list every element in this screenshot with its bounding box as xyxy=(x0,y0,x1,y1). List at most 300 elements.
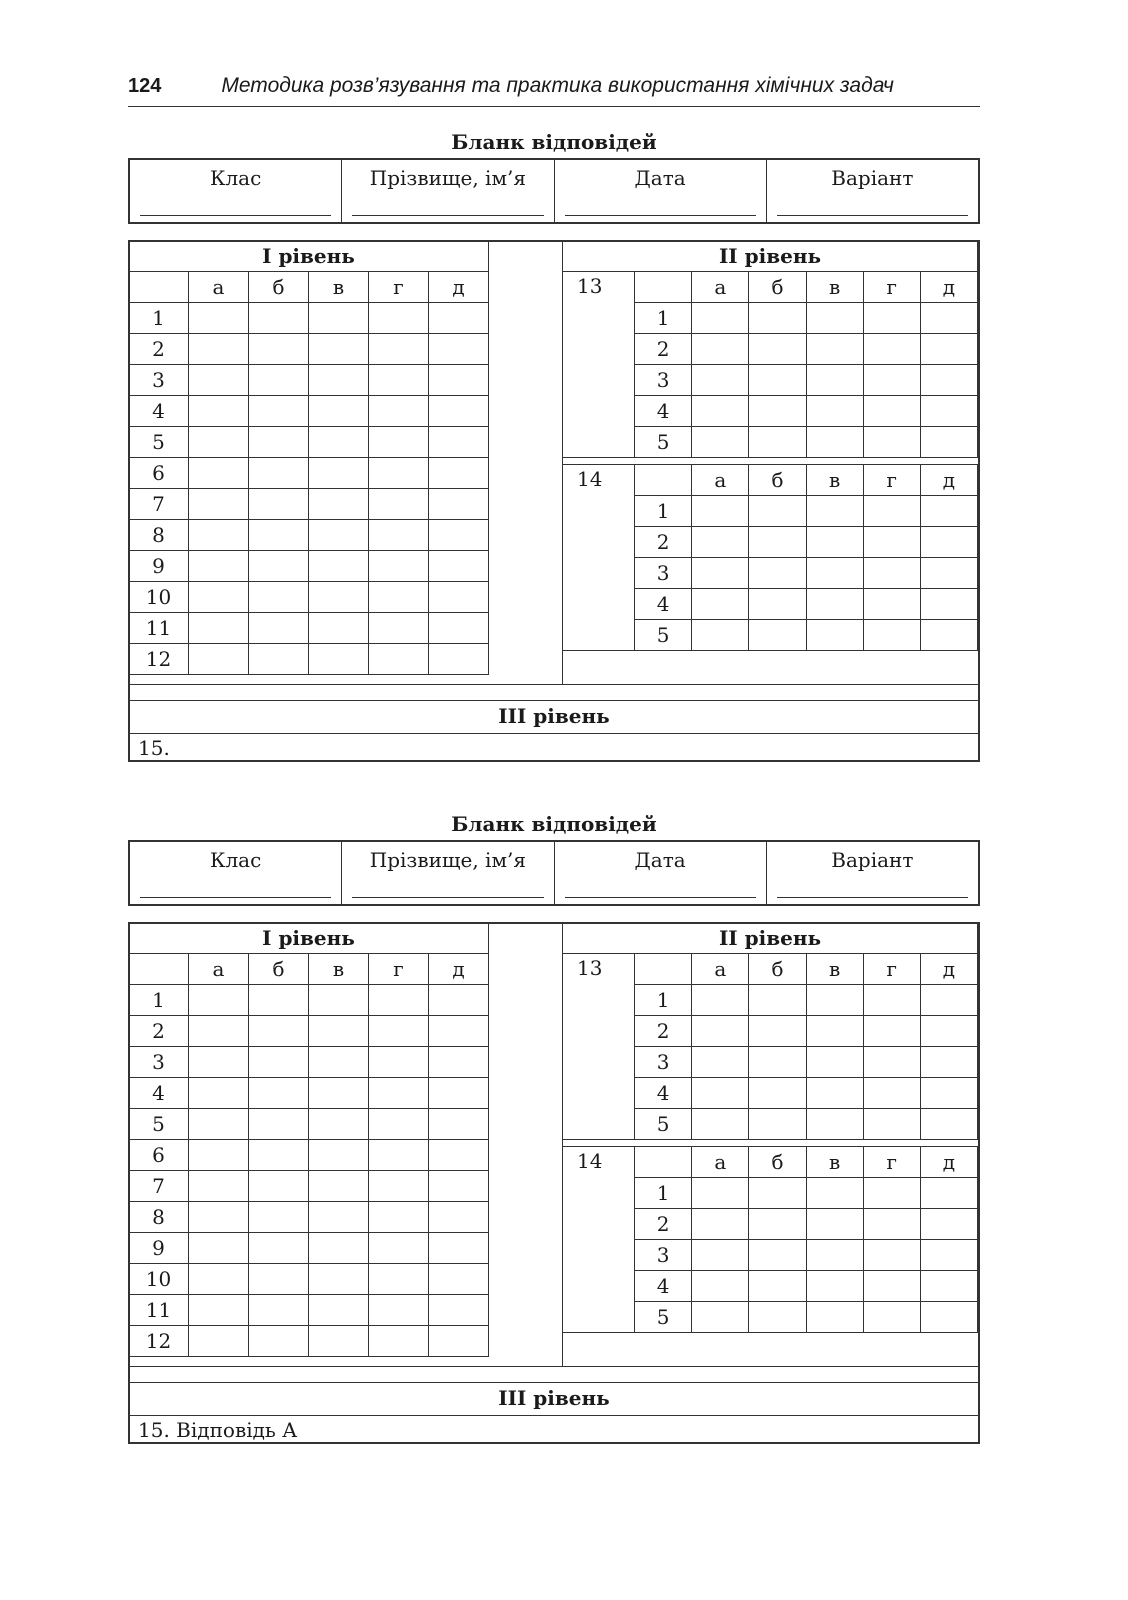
answer-cell[interactable] xyxy=(692,303,749,334)
answer-cell[interactable] xyxy=(749,365,806,396)
answer-cell[interactable] xyxy=(189,644,249,675)
answer-cell[interactable] xyxy=(863,1047,920,1078)
answer-cell[interactable] xyxy=(429,303,489,334)
answer-cell[interactable] xyxy=(249,334,309,365)
answer-cell[interactable] xyxy=(863,1178,920,1209)
answer-cell[interactable] xyxy=(369,1109,429,1140)
corner-cell xyxy=(634,465,691,496)
field-class[interactable] xyxy=(130,160,342,222)
column-header: а xyxy=(692,272,749,303)
answer-cell[interactable] xyxy=(920,365,977,396)
answer-cell[interactable] xyxy=(249,1140,309,1171)
answer-cell[interactable] xyxy=(369,334,429,365)
answer-cell[interactable] xyxy=(189,1202,249,1233)
row-number: 1 xyxy=(634,1178,691,1209)
answer-cell[interactable] xyxy=(309,582,369,613)
row-number: 2 xyxy=(634,1209,691,1240)
answer-cell[interactable] xyxy=(369,489,429,520)
answer-cell[interactable] xyxy=(189,1047,249,1078)
answer-cell[interactable] xyxy=(249,582,309,613)
table-row xyxy=(129,551,489,582)
field-date[interactable] xyxy=(555,842,767,904)
answer-cell[interactable] xyxy=(920,1271,977,1302)
row-number: 3 xyxy=(129,365,189,396)
field-label: Варіант xyxy=(831,848,914,872)
answer-cell[interactable] xyxy=(429,520,489,551)
answer-cell[interactable] xyxy=(429,334,489,365)
row-number: 4 xyxy=(634,1078,691,1109)
answer-cell[interactable] xyxy=(806,303,863,334)
answer-cell[interactable] xyxy=(309,551,369,582)
answer-cell[interactable] xyxy=(369,1326,429,1357)
answer-cell[interactable] xyxy=(189,427,249,458)
column-header: д xyxy=(920,1147,977,1178)
answer-cell[interactable] xyxy=(749,620,806,651)
column-header: б xyxy=(749,954,806,985)
answer-cell[interactable] xyxy=(309,1140,369,1171)
task-number: 14 xyxy=(563,465,635,651)
answer-cell[interactable] xyxy=(309,396,369,427)
answer-cell[interactable] xyxy=(863,1271,920,1302)
answer-cell[interactable] xyxy=(249,520,309,551)
answer-cell[interactable] xyxy=(429,1047,489,1078)
answer-cell[interactable] xyxy=(920,985,977,1016)
answer-cell[interactable] xyxy=(309,1109,369,1140)
answer-cell[interactable] xyxy=(806,396,863,427)
answer-cell[interactable] xyxy=(309,458,369,489)
answer-cell[interactable] xyxy=(429,985,489,1016)
column-header: а xyxy=(189,954,249,985)
answer-cell[interactable] xyxy=(920,589,977,620)
answer-cell[interactable] xyxy=(369,427,429,458)
answer-cell[interactable] xyxy=(309,644,369,675)
level2-title-cell: ІІ рівень xyxy=(563,923,978,954)
answer-cell[interactable] xyxy=(920,558,977,589)
answer-cell[interactable] xyxy=(920,527,977,558)
table-row xyxy=(129,1047,489,1078)
answer-cell[interactable] xyxy=(369,582,429,613)
answer-cell[interactable] xyxy=(369,551,429,582)
answer-cell[interactable] xyxy=(806,589,863,620)
answer-cell[interactable] xyxy=(369,1264,429,1295)
answer-cell[interactable] xyxy=(692,1302,749,1333)
answer-cell[interactable] xyxy=(249,644,309,675)
field-variant[interactable] xyxy=(767,160,978,222)
answer-cell[interactable] xyxy=(920,1302,977,1333)
row-number: 2 xyxy=(129,334,189,365)
answer-cell[interactable] xyxy=(749,558,806,589)
answer-cell[interactable] xyxy=(749,334,806,365)
answer-cell[interactable] xyxy=(429,1140,489,1171)
answer-cell[interactable] xyxy=(189,1109,249,1140)
answer-cell[interactable] xyxy=(749,527,806,558)
answer-cell[interactable] xyxy=(692,1047,749,1078)
answer-cell[interactable] xyxy=(189,334,249,365)
answer-cell[interactable] xyxy=(920,1209,977,1240)
column-header: г xyxy=(863,954,920,985)
answer-cell[interactable] xyxy=(309,489,369,520)
answer-cell[interactable] xyxy=(749,396,806,427)
answer-cell[interactable] xyxy=(369,1140,429,1171)
answer-grid xyxy=(128,240,980,762)
row-number: 3 xyxy=(634,1047,691,1078)
answer-cell[interactable] xyxy=(429,1078,489,1109)
answer-cell[interactable] xyxy=(692,365,749,396)
table-row xyxy=(129,489,489,520)
row-number: 2 xyxy=(634,1016,691,1047)
answer-cell[interactable] xyxy=(749,1240,806,1271)
answer-cell[interactable] xyxy=(189,582,249,613)
column-header: а xyxy=(692,1147,749,1178)
level2-task13-table xyxy=(562,240,978,458)
field-class[interactable] xyxy=(130,842,342,904)
answer-cell[interactable] xyxy=(863,1078,920,1109)
answer-cell[interactable] xyxy=(806,620,863,651)
answer-cell[interactable] xyxy=(429,365,489,396)
field-label: Прізвище, ім’я xyxy=(369,166,526,190)
answer-cell[interactable] xyxy=(249,1078,309,1109)
answer-cell[interactable] xyxy=(189,520,249,551)
answer-cell[interactable] xyxy=(692,496,749,527)
level1-table xyxy=(128,922,489,1357)
answer-cell[interactable] xyxy=(369,1171,429,1202)
answer-cell[interactable] xyxy=(249,1047,309,1078)
answer-cell[interactable] xyxy=(189,1326,249,1357)
answer-cell[interactable] xyxy=(429,1171,489,1202)
answer-cell[interactable] xyxy=(749,985,806,1016)
column-header: д xyxy=(920,954,977,985)
answer-cell[interactable] xyxy=(863,985,920,1016)
row-number: 1 xyxy=(129,985,189,1016)
answer-cell[interactable] xyxy=(189,1171,249,1202)
level1-title-cell: І рівень xyxy=(129,241,489,272)
answer-cell[interactable] xyxy=(309,1047,369,1078)
answer-cell[interactable] xyxy=(369,1016,429,1047)
answer-cell[interactable] xyxy=(749,1047,806,1078)
answer-cell[interactable] xyxy=(749,496,806,527)
column-header: в xyxy=(806,954,863,985)
answer-cell[interactable] xyxy=(249,551,309,582)
answer-cell[interactable] xyxy=(249,985,309,1016)
answer-cell[interactable] xyxy=(920,303,977,334)
answer-cell[interactable] xyxy=(429,1326,489,1357)
answer-cell[interactable] xyxy=(429,582,489,613)
table-row xyxy=(129,1140,489,1171)
answer-cell[interactable] xyxy=(863,303,920,334)
answer-cell[interactable] xyxy=(806,1302,863,1333)
answer-cell[interactable] xyxy=(369,644,429,675)
answer-cell[interactable] xyxy=(189,1233,249,1264)
answer-cell[interactable] xyxy=(863,334,920,365)
answer-cell[interactable] xyxy=(806,1209,863,1240)
answer-cell[interactable] xyxy=(806,558,863,589)
answer-cell[interactable] xyxy=(369,1047,429,1078)
answer-cell[interactable] xyxy=(249,1202,309,1233)
answer-cell[interactable] xyxy=(189,458,249,489)
answer-cell[interactable] xyxy=(309,1295,369,1326)
answer-cell[interactable] xyxy=(249,613,309,644)
answer-cell[interactable] xyxy=(692,334,749,365)
answer-cell[interactable] xyxy=(692,1240,749,1271)
row-number: 1 xyxy=(634,985,691,1016)
answer-cell[interactable] xyxy=(429,613,489,644)
column-header: в xyxy=(309,954,369,985)
answer-cell[interactable] xyxy=(429,644,489,675)
answer-cell[interactable] xyxy=(692,1078,749,1109)
level3-gap xyxy=(130,684,978,701)
answer-cell[interactable] xyxy=(692,620,749,651)
answer-cell[interactable] xyxy=(369,985,429,1016)
table-row xyxy=(129,1171,489,1202)
answer-cell[interactable] xyxy=(369,1078,429,1109)
corner-cell xyxy=(634,1147,691,1178)
row-number: 4 xyxy=(129,396,189,427)
level2-separator xyxy=(562,432,982,462)
answer-cell[interactable] xyxy=(863,496,920,527)
column-header: а xyxy=(692,465,749,496)
answer-cell[interactable] xyxy=(309,334,369,365)
answer-cell[interactable] xyxy=(863,1240,920,1271)
answer-cell[interactable] xyxy=(189,1016,249,1047)
table-row xyxy=(129,1016,489,1047)
row-number: 3 xyxy=(129,1047,189,1078)
answer-cell[interactable] xyxy=(309,1264,369,1295)
answer-cell[interactable] xyxy=(692,1016,749,1047)
row-number: 11 xyxy=(129,613,189,644)
answer-cell[interactable] xyxy=(749,1209,806,1240)
answer-cell[interactable] xyxy=(429,1233,489,1264)
form-title: Бланк відповідей xyxy=(451,130,657,154)
answer-cell[interactable] xyxy=(863,558,920,589)
answer-cell[interactable] xyxy=(309,1233,369,1264)
column-header: д xyxy=(429,272,489,303)
answer-cell[interactable] xyxy=(309,520,369,551)
level2-task13-table xyxy=(562,922,978,1140)
answer-cell[interactable] xyxy=(189,303,249,334)
answer-cell[interactable] xyxy=(309,303,369,334)
answer-cell[interactable] xyxy=(249,458,309,489)
answer-cell[interactable] xyxy=(920,1078,977,1109)
answer-cell[interactable] xyxy=(429,551,489,582)
answer-cell[interactable] xyxy=(749,589,806,620)
answer-cell[interactable] xyxy=(806,496,863,527)
answer-cell[interactable] xyxy=(249,1295,309,1326)
answer-cell[interactable] xyxy=(249,1264,309,1295)
answer-cell[interactable] xyxy=(749,1271,806,1302)
answer-cell[interactable] xyxy=(309,1016,369,1047)
answer-cell[interactable] xyxy=(369,365,429,396)
row-number: 11 xyxy=(129,1295,189,1326)
answer-cell[interactable] xyxy=(249,427,309,458)
answer-cell[interactable] xyxy=(920,334,977,365)
answer-cell[interactable] xyxy=(189,1140,249,1171)
answer-cell[interactable] xyxy=(920,1178,977,1209)
row-number: 5 xyxy=(634,1109,691,1140)
level1-table xyxy=(128,240,489,675)
answer-cell[interactable] xyxy=(806,527,863,558)
answer-cell[interactable] xyxy=(369,1202,429,1233)
answer-cell[interactable] xyxy=(429,1202,489,1233)
column-header: б xyxy=(249,272,309,303)
row-number: 9 xyxy=(129,551,189,582)
row-number: 12 xyxy=(129,1326,189,1357)
answer-cell[interactable] xyxy=(309,1326,369,1357)
answer-cell[interactable] xyxy=(249,1016,309,1047)
field-name[interactable] xyxy=(342,160,554,222)
answer-cell[interactable] xyxy=(863,527,920,558)
corner-cell xyxy=(634,272,691,303)
answer-cell[interactable] xyxy=(806,985,863,1016)
column-header: д xyxy=(429,954,489,985)
answer-cell[interactable] xyxy=(249,1109,309,1140)
field-name[interactable] xyxy=(342,842,554,904)
answer-cell[interactable] xyxy=(369,1233,429,1264)
answer-cell[interactable] xyxy=(806,365,863,396)
answer-cell[interactable] xyxy=(692,1178,749,1209)
table-row xyxy=(129,613,489,644)
answer-cell[interactable] xyxy=(189,613,249,644)
answer-cell[interactable] xyxy=(920,1047,977,1078)
answer-cell[interactable] xyxy=(863,1209,920,1240)
level3-gap xyxy=(130,1366,978,1383)
answer-cell[interactable] xyxy=(429,1295,489,1326)
answer-cell[interactable] xyxy=(189,551,249,582)
answer-cell[interactable] xyxy=(806,1078,863,1109)
row-number: 4 xyxy=(129,1078,189,1109)
answer-cell[interactable] xyxy=(369,613,429,644)
column-header: в xyxy=(309,272,369,303)
column-header: в xyxy=(806,1147,863,1178)
table-row xyxy=(129,365,489,396)
answer-cell[interactable] xyxy=(863,1302,920,1333)
answer-cell[interactable] xyxy=(806,1016,863,1047)
answer-cell[interactable] xyxy=(806,1240,863,1271)
table-row xyxy=(129,985,489,1016)
row-number: 8 xyxy=(129,520,189,551)
answer-cell[interactable] xyxy=(429,1109,489,1140)
answer-cell[interactable] xyxy=(692,558,749,589)
answer-cell[interactable] xyxy=(749,1302,806,1333)
answer-cell[interactable] xyxy=(309,1202,369,1233)
answer-cell[interactable] xyxy=(806,1178,863,1209)
row-number: 5 xyxy=(634,1302,691,1333)
answer-cell[interactable] xyxy=(920,620,977,651)
answer-cell[interactable] xyxy=(189,1078,249,1109)
column-header: г xyxy=(863,465,920,496)
answer-cell[interactable] xyxy=(309,427,369,458)
answer-cell[interactable] xyxy=(309,1171,369,1202)
answer-cell[interactable] xyxy=(249,1326,309,1357)
answer-cell[interactable] xyxy=(369,520,429,551)
answer-cell[interactable] xyxy=(249,1233,309,1264)
answer-cell[interactable] xyxy=(920,1240,977,1271)
table-row xyxy=(129,1078,489,1109)
answer-cell[interactable] xyxy=(189,396,249,427)
answer-cell[interactable] xyxy=(806,334,863,365)
table-row xyxy=(129,1264,489,1295)
answer-cell[interactable] xyxy=(429,489,489,520)
table-row xyxy=(129,520,489,551)
corner-cell xyxy=(129,272,189,303)
answer-cell[interactable] xyxy=(429,458,489,489)
field-date[interactable] xyxy=(555,160,767,222)
answer-cell[interactable] xyxy=(309,613,369,644)
answer-cell[interactable] xyxy=(692,589,749,620)
answer-cell[interactable] xyxy=(189,1264,249,1295)
answer-cell[interactable] xyxy=(806,1271,863,1302)
answer-cell[interactable] xyxy=(309,1078,369,1109)
row-number: 2 xyxy=(634,334,691,365)
answer-cell[interactable] xyxy=(692,985,749,1016)
task-number: 13 xyxy=(563,272,635,458)
answer-cell[interactable] xyxy=(369,396,429,427)
answer-cell[interactable] xyxy=(189,1295,249,1326)
answer-cell[interactable] xyxy=(429,427,489,458)
row-number: 8 xyxy=(129,1202,189,1233)
answer-cell[interactable] xyxy=(249,1171,309,1202)
answer-cell[interactable] xyxy=(369,303,429,334)
table-row xyxy=(129,458,489,489)
answer-cell[interactable] xyxy=(749,1178,806,1209)
answer-cell[interactable] xyxy=(429,1016,489,1047)
field-label: Клас xyxy=(209,166,262,190)
column-header: а xyxy=(692,954,749,985)
field-label: Дата xyxy=(634,166,686,190)
answer-cell[interactable] xyxy=(249,303,309,334)
answer-cell[interactable] xyxy=(863,365,920,396)
corner-cell xyxy=(634,954,691,985)
answer-cell[interactable] xyxy=(920,1016,977,1047)
answer-cell[interactable] xyxy=(863,1016,920,1047)
answer-cell[interactable] xyxy=(369,458,429,489)
answer-cell[interactable] xyxy=(692,527,749,558)
answer-cell[interactable] xyxy=(692,1271,749,1302)
answer-cell[interactable] xyxy=(749,1016,806,1047)
answer-cell[interactable] xyxy=(749,303,806,334)
row-number: 5 xyxy=(129,1109,189,1140)
column-header: д xyxy=(920,272,977,303)
answer-cell[interactable] xyxy=(920,396,977,427)
answer-cell[interactable] xyxy=(309,365,369,396)
answer-cell[interactable] xyxy=(249,489,309,520)
answer-cell[interactable] xyxy=(429,396,489,427)
answer-cell[interactable] xyxy=(189,489,249,520)
answer-cell[interactable] xyxy=(309,985,369,1016)
answer-cell[interactable] xyxy=(249,396,309,427)
level3-answer[interactable]: 15. xyxy=(138,736,170,760)
answer-cell[interactable] xyxy=(806,1047,863,1078)
level3-answer[interactable]: 15. Відповідь А xyxy=(138,1418,298,1442)
table-row xyxy=(129,644,489,675)
answer-cell[interactable] xyxy=(369,1295,429,1326)
answer-cell[interactable] xyxy=(863,396,920,427)
row-number: 1 xyxy=(634,303,691,334)
answer-cell[interactable] xyxy=(189,365,249,396)
answer-cell[interactable] xyxy=(692,396,749,427)
answer-cell[interactable] xyxy=(189,985,249,1016)
answer-cell[interactable] xyxy=(920,496,977,527)
answer-cell[interactable] xyxy=(249,365,309,396)
answer-cell[interactable] xyxy=(692,1209,749,1240)
table-row xyxy=(129,1233,489,1264)
answer-cell[interactable] xyxy=(429,1264,489,1295)
answer-cell[interactable] xyxy=(863,589,920,620)
answer-cell[interactable] xyxy=(863,620,920,651)
column-header: б xyxy=(749,465,806,496)
field-variant[interactable] xyxy=(767,842,978,904)
answer-cell[interactable] xyxy=(749,1078,806,1109)
table-row xyxy=(129,582,489,613)
